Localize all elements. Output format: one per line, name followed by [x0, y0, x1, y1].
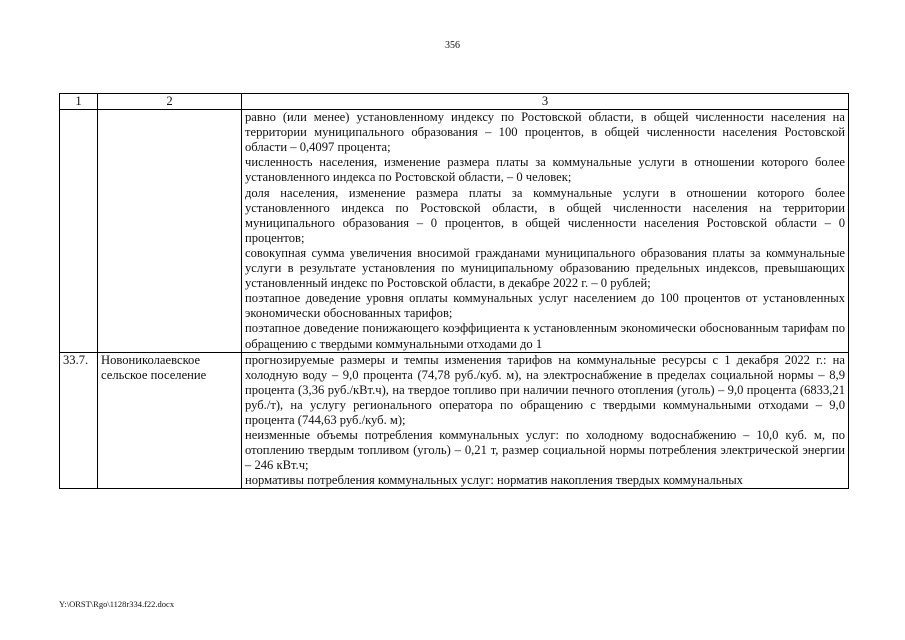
- paragraph: поэтапное доведение уровня оплаты коммунальных услуг населением до 100 процентов от установленных экономически обоснованных тарифов;: [245, 291, 845, 321]
- header-col-3: 3: [242, 94, 849, 110]
- indicators-cell: [242, 352, 849, 489]
- row-number-cell: [60, 110, 98, 353]
- page-number: 356: [445, 40, 460, 51]
- paragraph: доля населения, изменение размера платы за коммунальные услуги в отношении которого более установленного индекса по Ростовской области, в общей численности населения на территории муниципального образования – 0 процентов, в общей численности населения Ростовской области – 0 процентов;: [245, 185, 845, 245]
- table-row: [60, 110, 849, 353]
- document-table: [59, 93, 849, 489]
- indicators-cell: [242, 110, 849, 353]
- footer-file-path: Y:\ORST\Rgo\1128r334.f22.docx: [59, 599, 175, 609]
- paragraph: неизменные объемы потребления коммунальных услуг: по холодному водоснабжению – 10,0 куб. м, по отоплению твердым топливом (уголь) – 0,21 т, размер социальной нормы потребления электрической энергии – 246 кВт.ч;: [245, 428, 845, 473]
- paragraph: прогнозируемые размеры и темпы изменения тарифов на коммунальные ресурсы с 1 декабря 2022 г.: на холодную воду – 9,0 процента (74,78 руб./куб. м), на электроснабжение в пределах социальной нормы – 8,9 процента (3,36 руб./кВт.ч), на твердое топливо при наличии печного отопления (уголь) – 9,0 процента (6833,21 руб./т), на услугу регионального оператора по обращению с твердыми коммунальными отходами – 9,0 процента (744,63 руб./куб. м);: [245, 352, 845, 427]
- municipality-name-cell: Новониколаевское сельское поселение: [98, 352, 242, 489]
- paragraph: численность населения, изменение размера платы за коммунальные услуги в отношении которого более установленного индекса по Ростовской области, – 0 человек;: [245, 155, 845, 185]
- paragraph: совокупная сумма увеличения вносимой гражданами муниципального образования платы за коммунальные услуги в результате установления по муниципальному образованию предельных индексов, превышающих установленный индекс по Ростовской области, в декабре 2022 г. – 0 рублей;: [245, 245, 845, 291]
- table-row: [60, 352, 849, 489]
- paragraph: нормативы потребления коммунальных услуг: норматив накопления твердых коммунальных: [245, 473, 743, 488]
- header-col-1: 1: [60, 94, 98, 110]
- row-number-cell: 33.7.: [60, 352, 98, 489]
- header-col-2: 2: [98, 94, 242, 110]
- municipality-name-cell: [98, 110, 242, 353]
- paragraph: равно (или менее) установленному индексу по Ростовской области, в общей численности населения на территории муниципального образования – 100 процентов, в общей численности населения Ростовской области – 0,4097 процента;: [245, 110, 845, 155]
- paragraph: поэтапное доведение понижающего коэффициента к установленным экономически обоснованным тарифам по обращению с твердыми коммунальными отходами до 1: [245, 321, 845, 351]
- table-header-row: [60, 94, 849, 110]
